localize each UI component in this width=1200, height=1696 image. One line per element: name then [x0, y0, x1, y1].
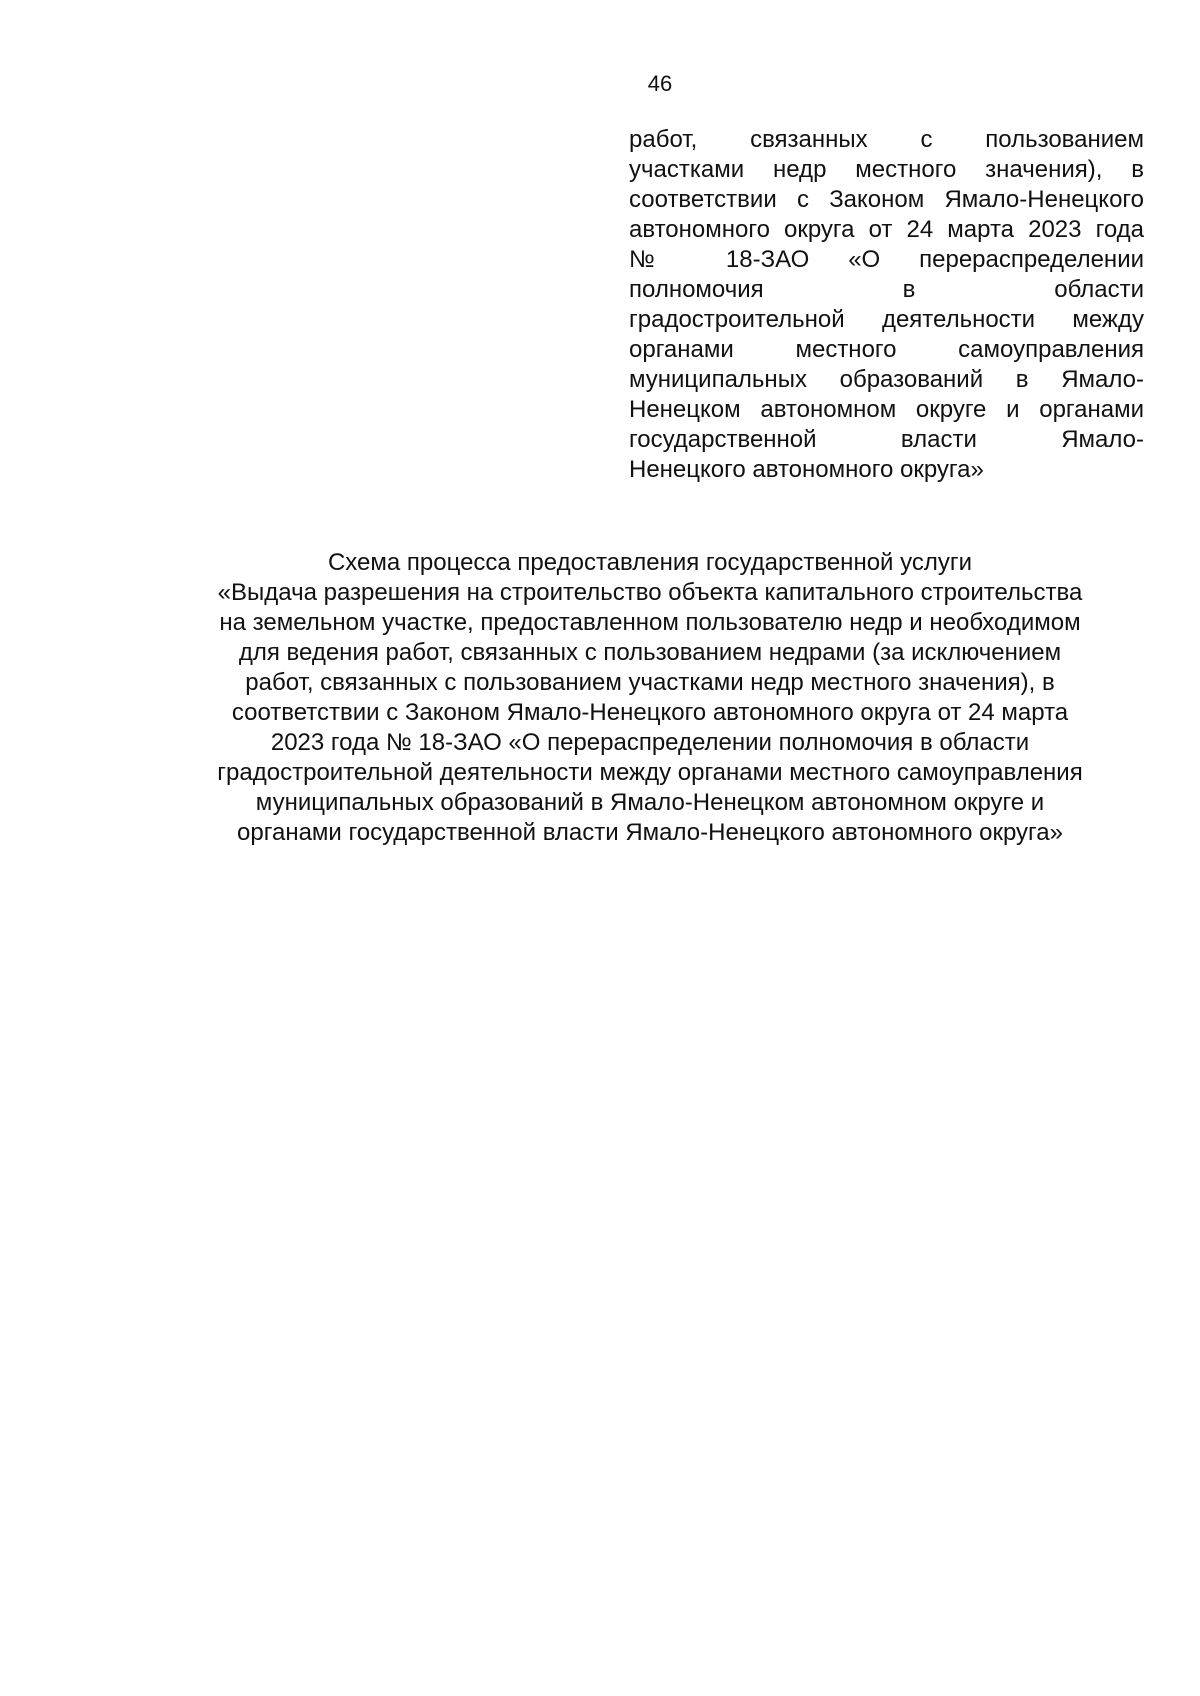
approval-reference-block	[629, 125, 1144, 485]
approval-reference-line: соответствии с Законом Ямало-Ненецкого	[629, 186, 1144, 213]
title-line: на земельном участке, предоставленном пользователю недр и необходимом	[219, 609, 1081, 636]
approval-reference-line: муниципальных образований в Ямало-	[629, 366, 1144, 393]
approval-reference-line: органами местного самоуправления	[629, 336, 1144, 363]
title-line: органами государственной власти Ямало-Ненецкого автономного округа»	[237, 819, 1063, 846]
title-line: «Выдача разрешения на строительство объекта капитального строительства	[217, 579, 1083, 606]
approval-reference-line: автономного округа от 24 марта 2023 года	[629, 216, 1144, 243]
approval-reference-line: участками недр местного значения), в	[629, 156, 1144, 183]
approval-reference-line: полномочия в области	[629, 276, 1144, 303]
approval-reference-line: № 18-ЗАО «О перераспределении	[629, 246, 1144, 273]
title-line: Схема процесса предоставления государственной услуги	[327, 549, 973, 576]
title-line: градостроительной деятельности между органами местного самоуправления	[217, 759, 1083, 786]
approval-reference-line: Ненецком автономном округе и органами	[629, 396, 1144, 423]
title-line: работ, связанных с пользованием участками недр местного значения), в	[245, 669, 1055, 696]
approval-reference-line: государственной власти Ямало-	[629, 426, 1144, 453]
document-title	[150, 548, 1150, 848]
title-line: 2023 года № 18-ЗАО «О перераспределении полномочия в области	[270, 729, 1030, 756]
approval-reference-line: градостроительной деятельности между	[629, 306, 1144, 333]
page-number: 46	[647, 71, 673, 96]
title-line: муниципальных образований в Ямало-Ненецком автономном округе и	[255, 789, 1045, 816]
approval-reference-line: работ, связанных с пользованием	[629, 126, 1144, 153]
title-line: соответствии с Законом Ямало-Ненецкого автономного округа от 24 марта	[231, 699, 1069, 726]
approval-reference-line: Ненецкого автономного округа»	[629, 456, 984, 483]
title-line: для ведения работ, связанных с пользованием недрами (за исключением	[238, 639, 1062, 666]
